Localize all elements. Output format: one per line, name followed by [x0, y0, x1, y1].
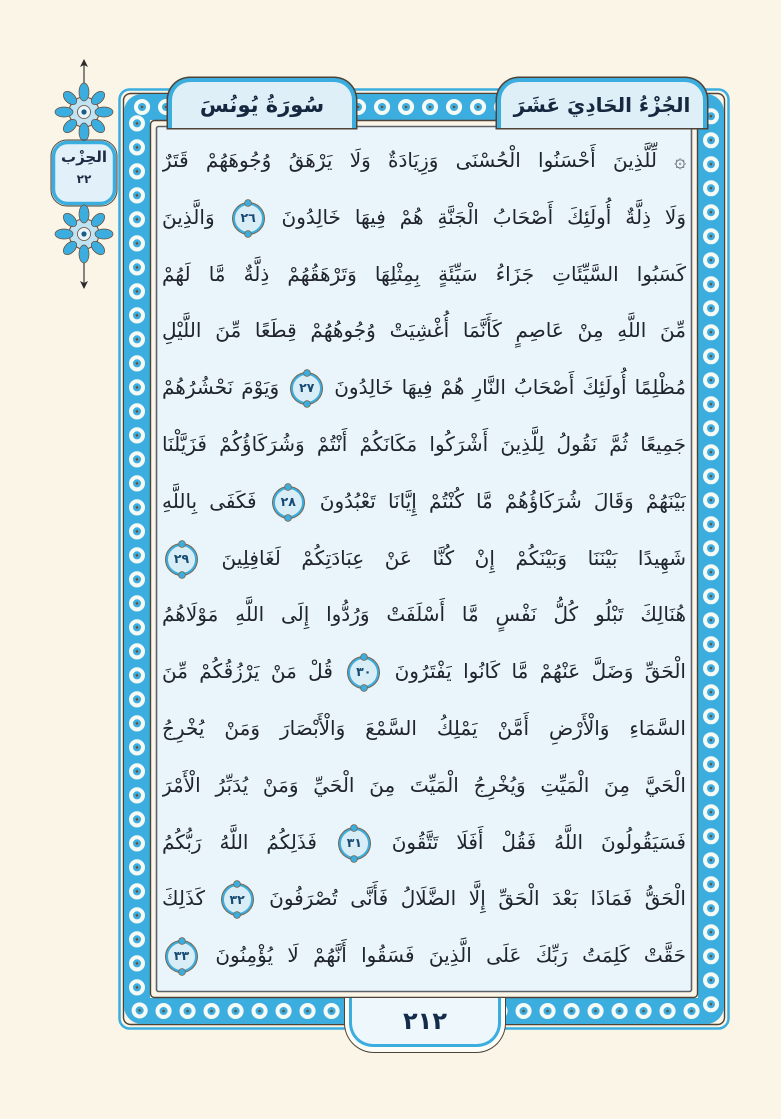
- ayah-number-marker: ٣١: [339, 828, 370, 859]
- quran-line: [162, 473, 686, 530]
- quran-text: مُظْلِمًا أُولَئِكَ أَصْحَابُ النَّارِ هُمْ فِيهَا خَالِدُونَ: [326, 375, 686, 400]
- quran-line: [162, 132, 686, 189]
- surah-name-tab: [168, 78, 356, 128]
- quran-text: الْحَقُّ فَمَاذَا بَعْدَ الْحَقِّ إِلَّا الضَّلَالُ فَأَنَّى تُصْرَفُونَ: [256, 886, 686, 911]
- quran-line: [162, 530, 686, 587]
- quran-text: حَقَّتْ كَلِمَتُ رَبِّكَ عَلَى الَّذِينَ فَسَقُوا أَنَّهُمْ لَا يُؤْمِنُونَ: [201, 943, 686, 968]
- quran-text: كَذَلِكَ: [162, 886, 218, 911]
- ayah-number-marker: ٣٣: [166, 941, 197, 972]
- quran-line: [162, 814, 686, 871]
- quran-line: [162, 189, 686, 246]
- ayah-number-marker: ٢٦: [233, 203, 264, 234]
- juz-name-tab: [497, 78, 707, 128]
- page-number-tab: [344, 998, 506, 1053]
- quran-text: بَيْنَهُمْ وَقَالَ شُرَكَاؤُهُمْ مَّا كُنْتُمْ إِيَّانَا تَعْبُدُونَ: [307, 488, 686, 513]
- hizb-label: الحِزْب: [61, 148, 107, 166]
- quran-text: وَالَّذِينَ: [162, 204, 229, 229]
- quran-line: [162, 359, 686, 416]
- quran-text: الْحَيَّ مِنَ الْمَيِّتِ وَيُخْرِجُ الْمَيِّتَ مِنَ الْحَيِّ وَمَنْ يُدَبِّرُ الْأَمْرَ: [162, 772, 686, 797]
- quran-text: وَيَوْمَ نَحْشُرُهُمْ: [162, 375, 288, 400]
- quran-text: هُنَالِكَ تَبْلُو كُلُّ نَفْسٍ مَّا أَسْلَفَتْ وَرُدُّوا إِلَى اللَّهِ مَوْلَاهُمُ: [162, 602, 686, 627]
- quran-line: [162, 416, 686, 473]
- quran-text: السَّمَاءِ وَالْأَرْضِ أَمَّنْ يَمْلِكُ السَّمْعَ وَالْأَبْصَارَ وَمَنْ يُخْرِجُ: [162, 715, 686, 740]
- quran-line: [162, 870, 686, 927]
- quran-text: الْحَقِّ وَضَلَّ عَنْهُمْ مَّا كَانُوا يَفْتَرُونَ: [383, 659, 686, 684]
- quran-line: [162, 302, 686, 359]
- ayah-number-marker: ٢٩: [166, 544, 197, 575]
- juz-name-label: الجُزْءُ الحَادِيَ عَشَرَ: [513, 93, 691, 117]
- quran-text: شَهِيدًا بَيْنَنَا وَبَيْنَكُمْ إِنْ كُنَّا عَنْ عِبَادَتِكُمْ لَغَافِلِينَ: [201, 545, 686, 570]
- quran-text: مِّنَ اللَّهِ مِنْ عَاصِمٍ كَأَنَّمَا أُغْشِيَتْ وُجُوهُهُمْ قِطَعًا مِّنَ اللَّيْلِ: [162, 318, 686, 343]
- quran-text: قُلْ مَنْ يَرْزُقُكُمْ مِّنَ: [162, 659, 345, 684]
- ayah-number-marker: ٢٨: [273, 487, 304, 518]
- ayah-number-marker: ٢٧: [291, 373, 322, 404]
- quran-text: كَسَبُوا السَّيِّئَاتِ جَزَاءُ سَيِّئَةٍ بِمِثْلِهَا وَتَرْهَقُهُمْ ذِلَّةٌ مَّا لَهُمْ: [162, 261, 686, 286]
- surah-name-label: سُورَةُ يُونُسَ: [199, 93, 325, 117]
- ayah-number-marker: ٣٠: [348, 657, 379, 688]
- hizb-number: ٢٢: [76, 172, 92, 186]
- quran-text: وَلَا ذِلَّةٌ أُولَئِكَ أَصْحَابُ الْجَنَّةِ هُمْ فِيهَا خَالِدُونَ: [267, 204, 686, 229]
- quran-line: [162, 757, 686, 814]
- quran-text: فَسَيَقُولُونَ اللَّهُ فَقُلْ أَفَلَا تَتَّقُونَ: [373, 829, 686, 854]
- rosette-top-icon: [55, 83, 113, 141]
- quran-line: [162, 586, 686, 643]
- page-number-inner: [349, 998, 501, 1047]
- quran-line: [162, 927, 686, 984]
- quran-text: جَمِيعًا ثُمَّ نَقُولُ لِلَّذِينَ أَشْرَكُوا مَكَانَكُمْ أَنْتُمْ وَشُرَكَاؤُكُمْ فَزَيَّلْنَا: [162, 431, 686, 456]
- quran-line: [162, 246, 686, 303]
- ayah-number-marker: ٣٢: [222, 884, 253, 915]
- quran-text: فَكَفَى بِاللَّهِ: [162, 488, 269, 513]
- page-number: ٢١٢: [403, 1007, 447, 1035]
- quran-line: [162, 643, 686, 700]
- rosette-bottom-icon: [55, 205, 113, 263]
- quran-lines: [162, 132, 686, 984]
- quran-text: ۞ لِّلَّذِينَ أَحْسَنُوا الْحُسْنَى وَزِيَادَةٌ وَلَا يَرْهَقُ وُجُوهَهُمْ قَتَرٌ: [162, 148, 686, 172]
- quran-text: فَذَلِكُمُ اللَّهُ رَبُّكُمُ: [162, 829, 335, 854]
- quran-line: [162, 700, 686, 757]
